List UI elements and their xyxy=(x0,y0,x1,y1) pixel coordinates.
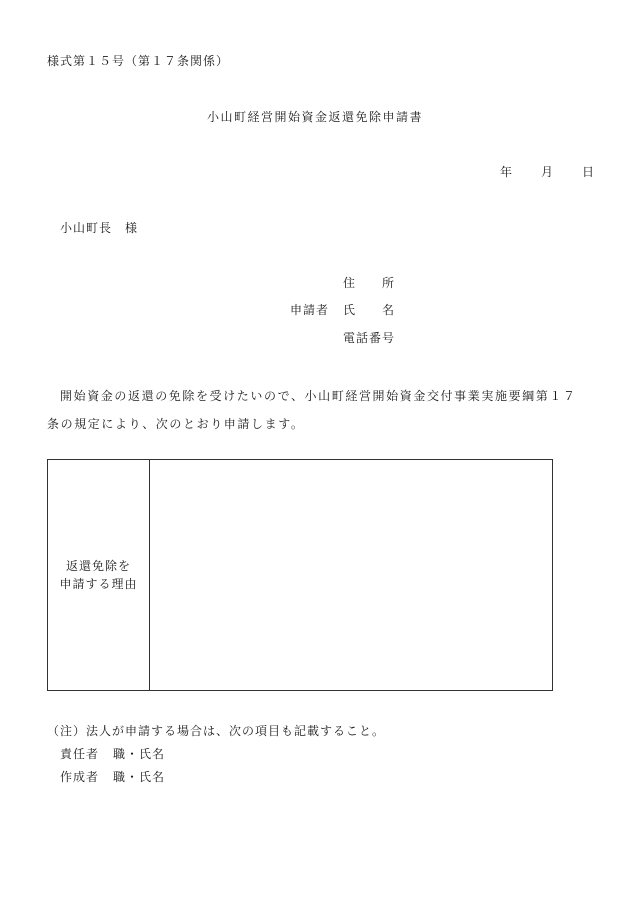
date-line xyxy=(472,163,595,180)
applicant-phone-label: 電話番号 xyxy=(343,331,396,345)
note-item-preparer: 作成者 職・氏名 xyxy=(60,770,166,784)
reason-label-line2: 申請する理由 xyxy=(59,577,138,591)
reason-table xyxy=(47,459,553,691)
reason-label-cell xyxy=(48,460,150,690)
note-intro: （注）法人が申請する場合は、次の項目も記載すること。 xyxy=(47,724,386,738)
applicant-label: 申請者 xyxy=(290,303,330,317)
note-item-responsible: 責任者 職・氏名 xyxy=(60,747,166,761)
reason-label-line1: 返還免除を xyxy=(65,559,131,573)
day-label: 日 xyxy=(582,165,596,179)
form-number: 様式第１５号（第１７条関係） xyxy=(47,54,230,68)
document-title: 小山町経営開始資金返還免除申請書 xyxy=(206,110,423,124)
application-statement: 開始資金の返還の免除を受けたいので、小山町経営開始資金交付事業実施要綱第１７条の規定により、次のとおり申請します。 xyxy=(47,389,577,431)
addressee: 小山町長 様 xyxy=(60,221,139,235)
month-label: 月 xyxy=(541,165,555,179)
applicant-address-label: 住 所 xyxy=(343,276,396,290)
year-label: 年 xyxy=(500,165,514,179)
applicant-name-label: 氏 名 xyxy=(343,303,396,317)
reason-value-field[interactable] xyxy=(150,460,552,690)
